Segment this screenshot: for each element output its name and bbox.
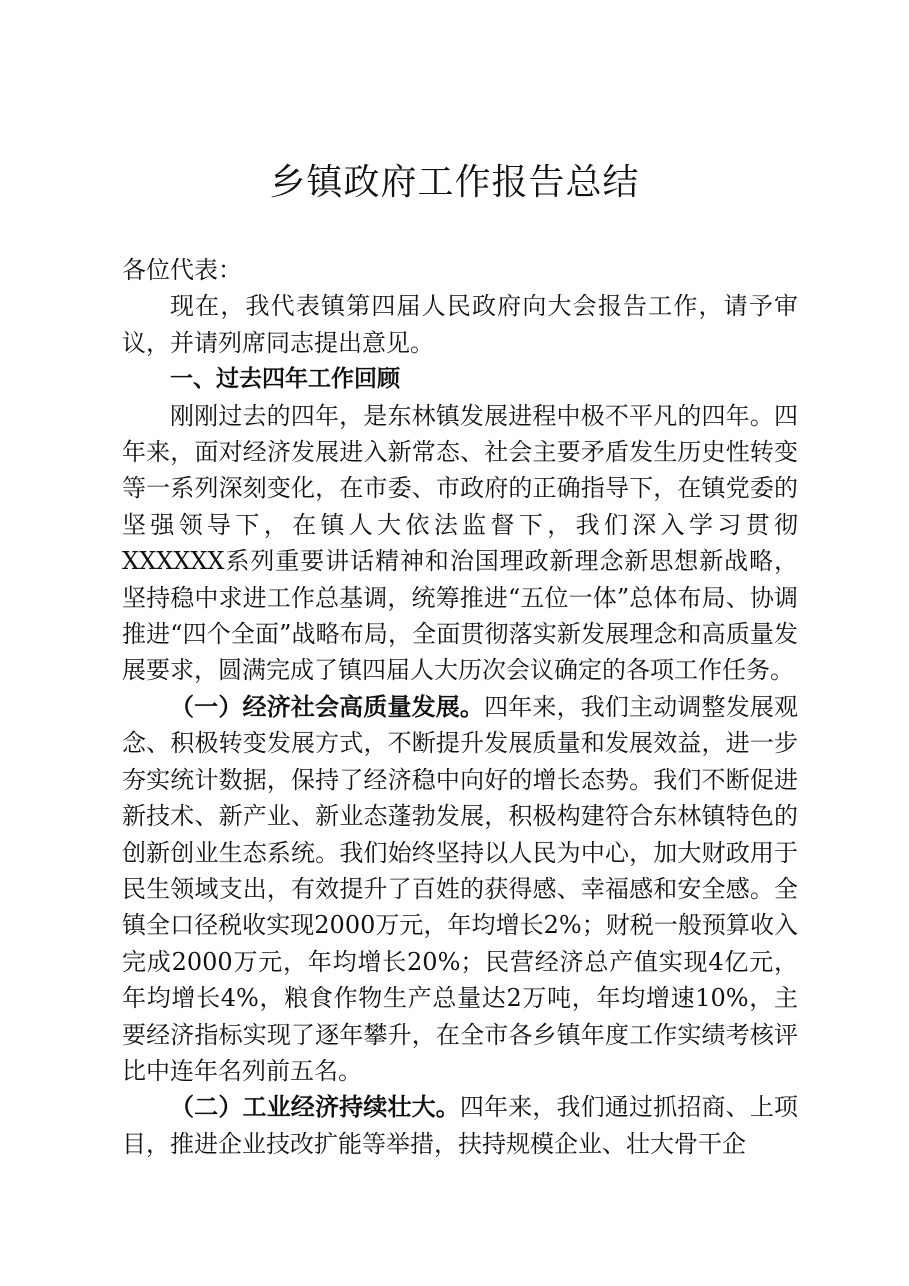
- intro-paragraph: 现在，我代表镇第四届人民政府向大会报告工作，请予审议，并请列席同志提出意见。: [122, 292, 798, 357]
- economy-lead: （一）经济社会高质量发展。: [170, 691, 485, 721]
- economy-text: 四年来，我们主动调整发展观念、积极转变发展方式，不断提升发展质量和发展效益，进一步夯实统计数据，保持了经济稳中向好的增长态势。我们不断促进新技术、新产业、新业态蓬勃发展，积极构建符合东林镇特色的创新创业生态系统。我们始终坚持以人民为中心，加大财政用于民生领域支出，有效提升了百姓的获得感、幸福感和安全感。全镇全口径税收实现2000万元，年均增长2%；财税一般预算收入完成2000万元，年均增长20%；民营经济总产值实现4亿元，年均增长4%，粮食作物生产总量达2万吨，年均增速10%，主要经济指标实现了逐年攀升，在全市各乡镇年度工作实绩考核评比中连年名列前五名。: [122, 692, 799, 1085]
- document-title: 乡镇政府工作报告总结: [269, 162, 640, 203]
- economy-paragraph: [122, 689, 798, 1089]
- industry-text: 四年来，我们通过抓招商、上项目，推进企业技改扩能等举措，扶持规模企业、壮大骨干企: [122, 1093, 799, 1158]
- document-body: [122, 252, 798, 1162]
- salutation: 各位代表：: [122, 256, 242, 284]
- review-paragraph: 刚刚过去的四年，是东林镇发展进程中极不平凡的四年。四年来，面对经济发展进入新常态、社会主要矛盾发生历史性转变等一系列深刻变化，在市委、市政府的正确指导下，在镇党委的坚强领导下，在镇人大依法监督下，我们深入学习贯彻XXXXXX系列重要讲话精神和治国理政新理念新思想新战略，坚持稳中求进工作总基调，统筹推进“五位一体”总体布局、协调推进“四个全面”战略布局，全面贯彻落实新发展理念和高质量发展要求，圆满完成了镇四届人大历次会议确定的各项工作任务。: [122, 401, 798, 685]
- industry-lead: （二）工业经济持续壮大。: [170, 1092, 460, 1122]
- industry-paragraph: [122, 1089, 798, 1162]
- section-heading: 一、过去四年工作回顾: [170, 366, 400, 393]
